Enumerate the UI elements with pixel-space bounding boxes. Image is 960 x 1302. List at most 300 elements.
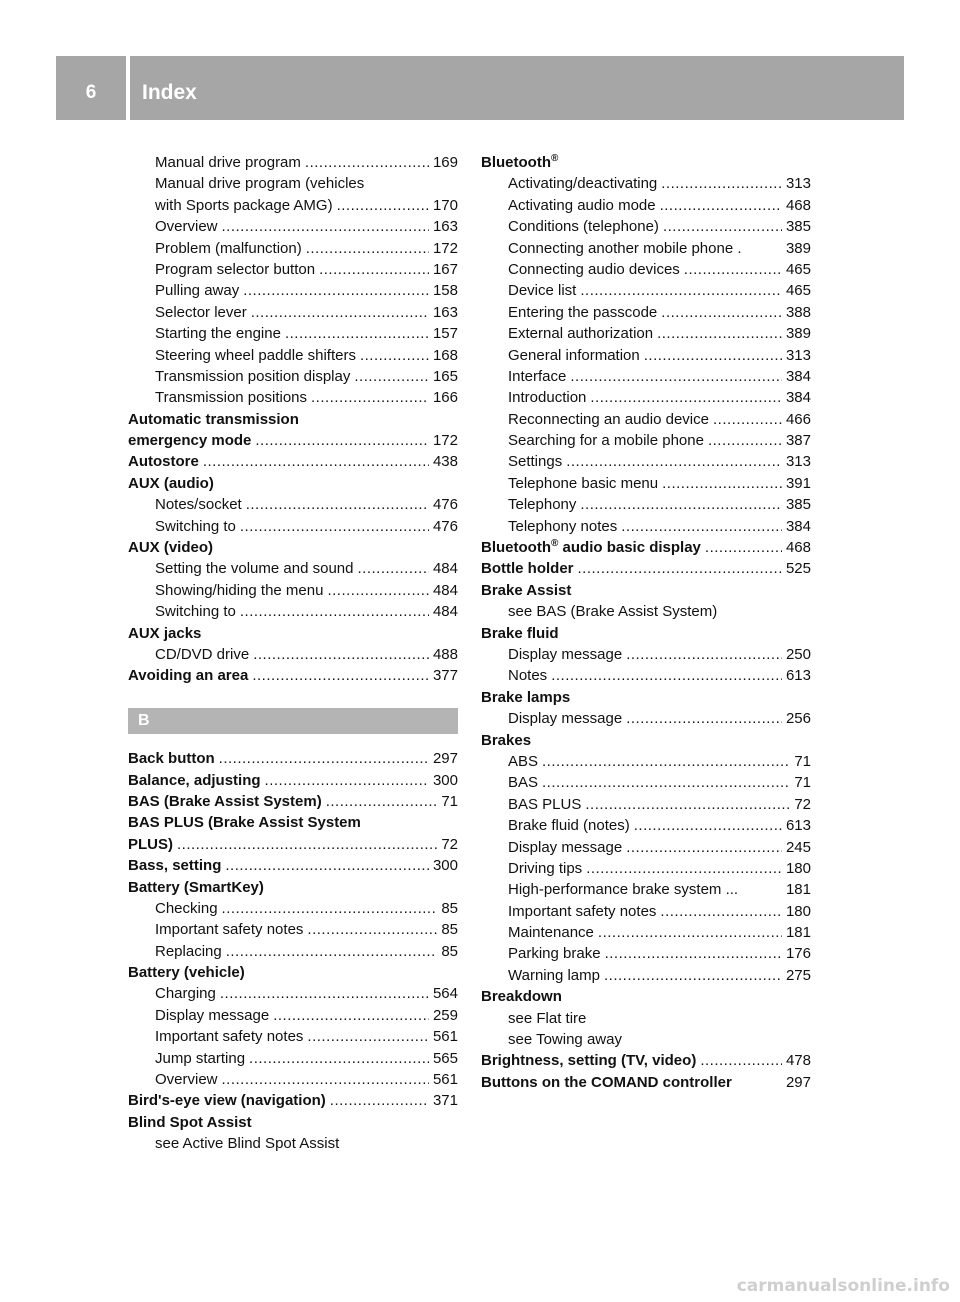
index-entry — [128, 791, 458, 812]
index-subentry — [128, 1026, 458, 1047]
index-subentry — [481, 238, 811, 259]
index-subentry — [128, 601, 458, 622]
page-reference: 176 — [785, 945, 811, 963]
index-entry — [481, 1072, 811, 1093]
entry-text: AUX (video) — [128, 539, 214, 557]
entry-text: see Active Blind Spot Assist — [155, 1135, 340, 1153]
entry-label — [155, 983, 216, 1004]
index-entry — [128, 812, 458, 833]
entry-label — [155, 1048, 245, 1069]
index-entry — [128, 1112, 458, 1133]
entry-text: Interface — [508, 367, 567, 385]
index-subentry — [481, 173, 811, 194]
entry-text: Steering wheel paddle shifters — [155, 346, 356, 364]
entry-label — [155, 173, 364, 194]
section-letter-bar: B — [128, 708, 458, 734]
entry-label — [155, 366, 350, 387]
page-reference: 300 — [432, 857, 458, 875]
entry-text: External authorization — [508, 325, 654, 343]
entry-text: see BAS (Brake Assist System) — [508, 603, 718, 621]
registered-mark: ® — [550, 153, 559, 164]
page-reference: 465 — [785, 282, 811, 300]
entry-label — [128, 623, 201, 644]
page-reference: 170 — [432, 196, 458, 214]
entry-label — [155, 195, 333, 216]
entry-label — [128, 812, 361, 833]
entry-text: BAS — [508, 774, 539, 792]
entry-text: ABS — [508, 752, 539, 770]
entry-label — [155, 216, 218, 237]
index-subentry — [481, 665, 811, 686]
entry-label — [508, 216, 659, 237]
index-subentry — [481, 1008, 811, 1029]
entry-label — [508, 451, 562, 472]
dot-leader — [354, 366, 429, 387]
entry-label — [508, 922, 594, 943]
dot-leader — [226, 941, 438, 962]
dot-leader — [713, 409, 782, 430]
entry-label — [155, 580, 323, 601]
entry-text: Problem (malfunction) — [155, 239, 302, 257]
index-subentry — [128, 387, 458, 408]
entry-label — [128, 537, 213, 558]
entry-text: Activating audio mode — [508, 196, 656, 214]
index-subentry — [128, 173, 458, 194]
entry-text: Important safety notes — [155, 1028, 304, 1046]
dot-leader — [307, 919, 437, 940]
index-subentry — [128, 644, 458, 665]
entry-text: Warning lamp — [508, 966, 600, 984]
entry-text: Device list — [508, 282, 577, 300]
entry-label — [508, 280, 576, 301]
dot-leader — [327, 580, 429, 601]
page-reference: 561 — [432, 1071, 458, 1089]
dot-leader — [661, 302, 782, 323]
page-reference: 256 — [785, 710, 811, 728]
index-entry — [481, 986, 811, 1007]
entry-label — [481, 580, 571, 601]
index-subentry — [128, 345, 458, 366]
entry-text: PLUS) — [128, 835, 173, 853]
index-subentry — [481, 494, 811, 515]
index-entry — [128, 962, 458, 983]
index-subentry — [481, 473, 811, 494]
dot-leader — [253, 644, 429, 665]
index-entry — [481, 687, 811, 708]
entry-text: Parking brake — [508, 945, 601, 963]
dot-leader — [219, 748, 429, 769]
dot-leader — [684, 259, 782, 280]
index-subentry — [128, 580, 458, 601]
entry-text: Setting the volume and sound — [155, 560, 354, 578]
page-reference: 388 — [785, 303, 811, 321]
entry-label — [155, 280, 239, 301]
entry-label — [155, 152, 301, 173]
entry-label — [508, 965, 600, 986]
page-reference: 163 — [432, 303, 458, 321]
entry-label — [508, 366, 566, 387]
entry-text: Battery (SmartKey) — [128, 878, 264, 896]
entry-label — [155, 238, 302, 259]
entry-text: Brake fluid (notes) — [508, 817, 630, 835]
entry-text: High-performance brake system ... — [508, 881, 739, 899]
entry-text: Pulling away — [155, 282, 240, 300]
entry-text: Connecting another mobile phone . — [508, 239, 742, 257]
page-reference: 181 — [785, 924, 811, 942]
entry-text: Switching to — [155, 603, 236, 621]
dot-leader — [306, 238, 429, 259]
page-reference: 85 — [441, 942, 458, 960]
dot-leader — [326, 791, 438, 812]
index-entry — [128, 855, 458, 876]
entry-label — [508, 238, 742, 259]
page-reference: 377 — [432, 667, 458, 685]
entry-label — [155, 1069, 218, 1090]
entry-text: Battery (vehicle) — [128, 964, 245, 982]
page-number: 6 — [85, 82, 97, 103]
index-subentry — [481, 965, 811, 986]
dot-leader — [177, 834, 437, 855]
entry-text: emergency mode — [128, 432, 252, 450]
dot-leader — [621, 516, 782, 537]
page-reference: 172 — [432, 239, 458, 257]
entry-label — [508, 837, 622, 858]
index-subentry — [128, 494, 458, 515]
entry-text: BAS (Brake Assist System) — [128, 792, 322, 810]
page-reference: 180 — [785, 902, 811, 920]
entry-text: Notes — [508, 667, 548, 685]
entry-text: AUX jacks — [128, 624, 202, 642]
entry-text: Brake fluid — [481, 624, 559, 642]
index-subentry — [128, 323, 458, 344]
entry-text: Bird's-eye view (navigation) — [128, 1092, 326, 1110]
index-subentry — [481, 216, 811, 237]
entry-text: Display message — [508, 838, 623, 856]
entry-label — [128, 451, 199, 472]
entry-label — [481, 730, 531, 751]
index-subentry — [128, 941, 458, 962]
dot-leader — [662, 473, 782, 494]
entry-label — [481, 687, 570, 708]
dot-leader — [542, 772, 790, 793]
dot-leader — [590, 387, 782, 408]
dot-leader — [243, 280, 429, 301]
page-reference: 384 — [785, 389, 811, 407]
entry-label — [155, 919, 303, 940]
entry-label — [508, 302, 657, 323]
entry-label — [508, 901, 656, 922]
page-reference: 259 — [432, 1006, 458, 1024]
entry-text: Important safety notes — [155, 921, 304, 939]
index-subentry — [128, 238, 458, 259]
dot-leader — [660, 195, 782, 216]
entry-label — [155, 601, 236, 622]
page-reference: 476 — [432, 496, 458, 514]
entry-text: Buttons on the COMAND controller — [481, 1073, 732, 1091]
dot-leader — [246, 494, 429, 515]
page-reference: 613 — [785, 667, 811, 685]
page-reference: 71 — [794, 752, 811, 770]
entry-label — [481, 1050, 696, 1071]
index-subentry — [481, 516, 811, 537]
page-reference: 245 — [785, 838, 811, 856]
entry-label — [508, 858, 582, 879]
page-reference: 389 — [785, 239, 811, 257]
index-entry — [481, 558, 811, 579]
entry-text: Charging — [155, 985, 216, 1003]
page-reference: 484 — [432, 603, 458, 621]
entry-label — [508, 794, 581, 815]
dot-leader — [644, 345, 782, 366]
dot-leader — [285, 323, 429, 344]
index-subentry — [128, 558, 458, 579]
section-gap — [128, 687, 458, 708]
entry-text: Balance, adjusting — [128, 771, 261, 789]
entry-text: Showing/hiding the menu — [155, 581, 324, 599]
index-subentry — [481, 879, 811, 900]
index-subentry — [481, 943, 811, 964]
dot-leader — [566, 451, 782, 472]
page-reference: 564 — [432, 985, 458, 1003]
page-reference: 297 — [785, 1073, 811, 1091]
entry-text: Bass, setting — [128, 857, 222, 875]
dot-leader — [661, 173, 782, 194]
page-reference: 157 — [432, 325, 458, 343]
dot-leader — [305, 152, 429, 173]
index-entry — [128, 623, 458, 644]
index-subentry — [481, 644, 811, 665]
entry-text: Connecting audio devices — [508, 260, 680, 278]
entry-label — [481, 986, 562, 1007]
entry-text: Transmission positions — [155, 389, 307, 407]
entry-label — [508, 943, 601, 964]
index-subentry — [481, 708, 811, 729]
page-reference: 478 — [785, 1052, 811, 1070]
page-reference: 476 — [432, 517, 458, 535]
entry-label — [155, 302, 247, 323]
dot-leader — [357, 558, 428, 579]
entry-label — [508, 772, 538, 793]
entry-text: Autostore — [128, 453, 199, 471]
entry-label — [508, 409, 709, 430]
entry-label — [128, 962, 245, 983]
entry-label — [128, 770, 261, 791]
index-subentry — [128, 302, 458, 323]
entry-label — [508, 387, 586, 408]
index-entry — [128, 473, 458, 494]
entry-text: with Sports package AMG) — [155, 196, 333, 214]
index-subentry — [481, 430, 811, 451]
entry-label — [508, 516, 617, 537]
index-subentry — [481, 366, 811, 387]
index-entry — [481, 623, 811, 644]
index-subentry — [128, 516, 458, 537]
entry-text: Display message — [508, 645, 623, 663]
index-subentry — [481, 195, 811, 216]
index-entry — [128, 834, 458, 855]
entry-text: Telephony — [508, 496, 577, 514]
entry-label — [508, 323, 653, 344]
entry-text: see Flat tire — [508, 1009, 587, 1027]
entry-label — [155, 1026, 303, 1047]
entry-text: Brake Assist — [481, 581, 572, 599]
dot-leader — [319, 259, 429, 280]
entry-label — [508, 708, 622, 729]
entry-label — [508, 173, 657, 194]
page-reference: 565 — [432, 1049, 458, 1067]
page-reference: 275 — [785, 966, 811, 984]
entry-text: General information — [508, 346, 640, 364]
index-subentry — [128, 280, 458, 301]
entry-label — [508, 644, 622, 665]
entry-text: Introduction — [508, 389, 587, 407]
dot-leader — [203, 451, 429, 472]
entry-label — [508, 815, 630, 836]
page-reference: 168 — [432, 346, 458, 364]
entry-label — [508, 430, 704, 451]
entry-text: Brake lamps — [481, 688, 571, 706]
entry-text: Replacing — [155, 942, 222, 960]
dot-leader — [660, 901, 782, 922]
dot-leader — [657, 323, 782, 344]
page-reference: 484 — [432, 581, 458, 599]
entry-text: Brakes — [481, 731, 532, 749]
index-subentry — [481, 815, 811, 836]
dot-leader — [330, 1090, 429, 1111]
entry-text: Switching to — [155, 517, 236, 535]
entry-text: Telephony notes — [508, 517, 618, 535]
dot-leader — [580, 494, 782, 515]
entry-label — [128, 877, 264, 898]
page-reference: 169 — [432, 154, 458, 171]
entry-label — [155, 387, 307, 408]
dot-leader — [580, 280, 782, 301]
dot-leader — [708, 430, 782, 451]
dot-leader — [626, 837, 782, 858]
dot-leader — [585, 794, 790, 815]
page-reference: 438 — [432, 453, 458, 471]
entry-label — [155, 898, 218, 919]
entry-label — [481, 1072, 732, 1093]
dot-leader — [551, 665, 782, 686]
index-subentry — [128, 366, 458, 387]
dot-leader — [604, 965, 782, 986]
entry-text: Notes/socket — [155, 496, 242, 514]
entry-text: see Towing away — [508, 1031, 622, 1049]
entry-label — [128, 748, 215, 769]
dot-leader — [273, 1005, 429, 1026]
dot-leader — [225, 855, 429, 876]
entry-label — [481, 558, 574, 579]
index-subentry — [128, 1005, 458, 1026]
entry-text: Overview — [155, 218, 218, 236]
dot-leader — [700, 1050, 782, 1071]
index-subentry — [128, 259, 458, 280]
entry-text: Entering the passcode — [508, 303, 658, 321]
index-subentry — [481, 837, 811, 858]
index-subentry — [128, 1133, 458, 1154]
index-entry — [128, 1090, 458, 1111]
page-reference: 71 — [794, 774, 811, 792]
entry-text: Activating/deactivating — [508, 175, 658, 193]
index-subentry — [481, 302, 811, 323]
entry-text: Manual drive program — [155, 154, 301, 171]
entry-label — [155, 1005, 269, 1026]
page-reference: 384 — [785, 517, 811, 535]
index-entry — [481, 580, 811, 601]
page-reference: 313 — [785, 346, 811, 364]
entry-label — [155, 323, 281, 344]
entry-text: Checking — [155, 899, 218, 917]
page-reference: 163 — [432, 218, 458, 236]
entry-label — [508, 494, 576, 515]
entry-text: Driving tips — [508, 859, 583, 877]
entry-text: Reconnecting an audio device — [508, 410, 709, 428]
page-reference: 525 — [785, 560, 811, 578]
page-reference: 71 — [441, 792, 458, 810]
dot-leader — [265, 770, 429, 791]
index-subentry — [481, 601, 811, 622]
index-subentry — [481, 451, 811, 472]
dot-leader — [307, 1026, 429, 1047]
dot-leader — [252, 665, 429, 686]
page-reference: 465 — [785, 260, 811, 278]
entry-label — [481, 537, 701, 558]
page-reference: 72 — [794, 795, 811, 813]
entry-label — [155, 1133, 339, 1154]
page-reference: 180 — [785, 859, 811, 877]
dot-leader — [605, 943, 782, 964]
index-entry — [128, 665, 458, 686]
entry-label — [155, 494, 242, 515]
index-subentry — [128, 216, 458, 237]
page-reference: 165 — [432, 367, 458, 385]
page-reference: 385 — [785, 496, 811, 514]
dot-leader — [626, 644, 782, 665]
page-reference: 313 — [785, 453, 811, 471]
entry-label — [481, 623, 559, 644]
dot-leader — [222, 216, 429, 237]
page-reference: 85 — [441, 921, 458, 939]
entry-label — [128, 1112, 252, 1133]
dot-leader — [220, 983, 429, 1004]
entry-text: Telephone basic menu — [508, 474, 659, 492]
index-entry — [481, 152, 811, 173]
entry-text: Transmission position display — [155, 367, 351, 385]
index-subentry — [128, 898, 458, 919]
page-reference: 167 — [432, 260, 458, 278]
entry-text: Display message — [508, 710, 623, 728]
index-subentry — [128, 1048, 458, 1069]
entry-text: Blind Spot Assist — [128, 1113, 252, 1131]
entry-text: Brightness, setting (TV, video) — [481, 1052, 697, 1070]
index-subentry — [481, 1029, 811, 1050]
entry-text: Automatic transmission — [128, 410, 299, 428]
page-reference: 250 — [785, 645, 811, 663]
page-reference: 466 — [785, 410, 811, 428]
page-reference: 468 — [785, 196, 811, 214]
entry-text: Conditions (telephone) — [508, 218, 659, 236]
entry-label — [128, 791, 322, 812]
index-subentry — [481, 259, 811, 280]
index-subentry — [481, 280, 811, 301]
entry-text-suffix: audio basic display — [558, 539, 701, 557]
entry-text: Important safety notes — [508, 902, 657, 920]
index-subentry — [481, 772, 811, 793]
entry-label — [508, 1008, 586, 1029]
dot-leader — [337, 195, 429, 216]
entry-text: BAS PLUS (Brake Assist System — [128, 814, 361, 832]
